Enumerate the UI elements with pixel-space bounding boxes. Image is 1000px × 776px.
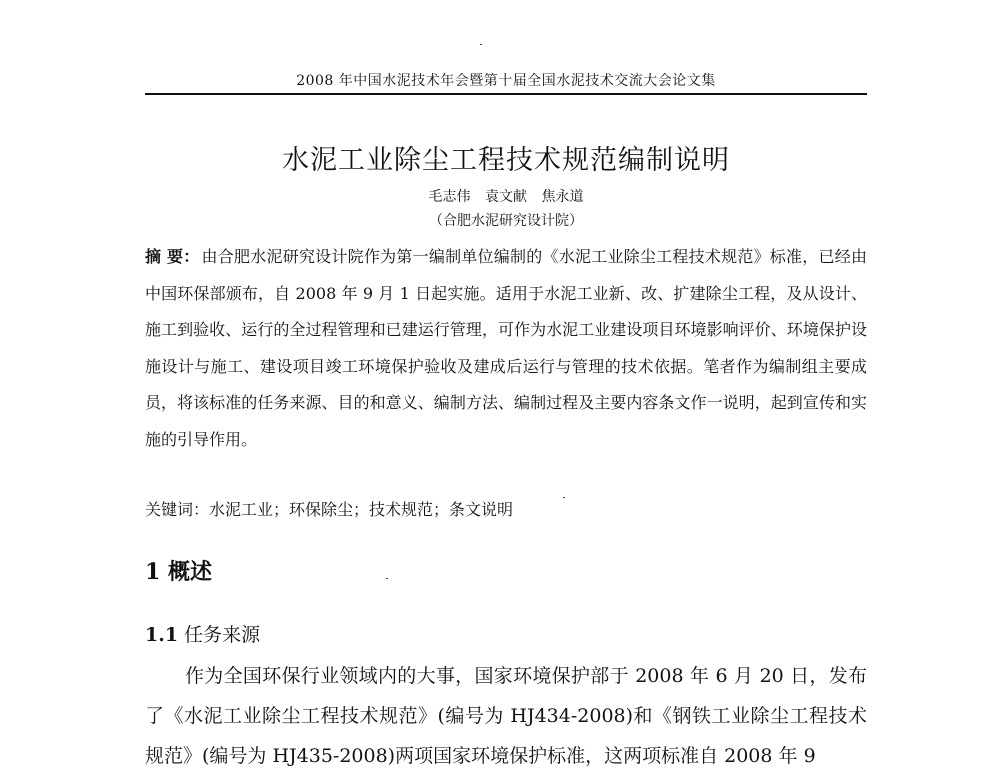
subsection-number: 1.1 (145, 624, 179, 646)
subsection-heading (145, 620, 260, 647)
affiliation: （合肥水泥研究设计院） (429, 213, 583, 229)
abstract (145, 239, 867, 458)
author-list: 毛志伟 袁文献 焦永道 (428, 189, 584, 205)
scan-speck (563, 497, 565, 498)
body-paragraph: 作为全国环保行业领域内的大事，国家环境保护部于 2008 年 6 月 20 日，发布了《水泥工业除尘工程技术规范》(编号为 HJ434-2008)和《钢铁工业除尘工程技术规范》(编号为 HJ435-2008)两项国家环境保护标准，这两项标准自 2008 年 9 (145, 665, 867, 767)
subsection-title: 任务来源 (184, 624, 261, 646)
abstract-text: 由合肥水泥研究设计院作为第一编制单位编制的《水泥工业除尘工程技术规范》标准，已经由中国环保部颁布，自 2008 年 9 月 1 日起实施。适用于水泥工业新、改、扩建除尘工程，及从设计、施工到验收、运行的全过程管理和已建运行管理，可作为水泥工业建设项目环境影响评价、环境保护设施设计与施工、建设项目竣工环境保护验收及建成后运行与管理的技术依据。笔者作为编制组主要成员，将该标准的任务来源、目的和意义、编制方法、编制过程及主要内容条文作一说明，起到宣传和实施的引导作用。 (145, 247, 867, 449)
keywords: 关键词：水泥工业；环保除尘；技术规范；条文说明 (145, 500, 514, 519)
abstract-label: 摘 要： (145, 247, 200, 266)
section-heading: 1 概述 (145, 559, 212, 585)
paper-title: 水泥工业除尘工程技术规范编制说明 (282, 145, 730, 176)
scan-speck (386, 578, 388, 579)
scan-speck (480, 44, 482, 45)
header-rule (145, 93, 867, 95)
running-header: 2008 年中国水泥技术年会暨第十届全国水泥技术交流大会论文集 (296, 73, 716, 89)
